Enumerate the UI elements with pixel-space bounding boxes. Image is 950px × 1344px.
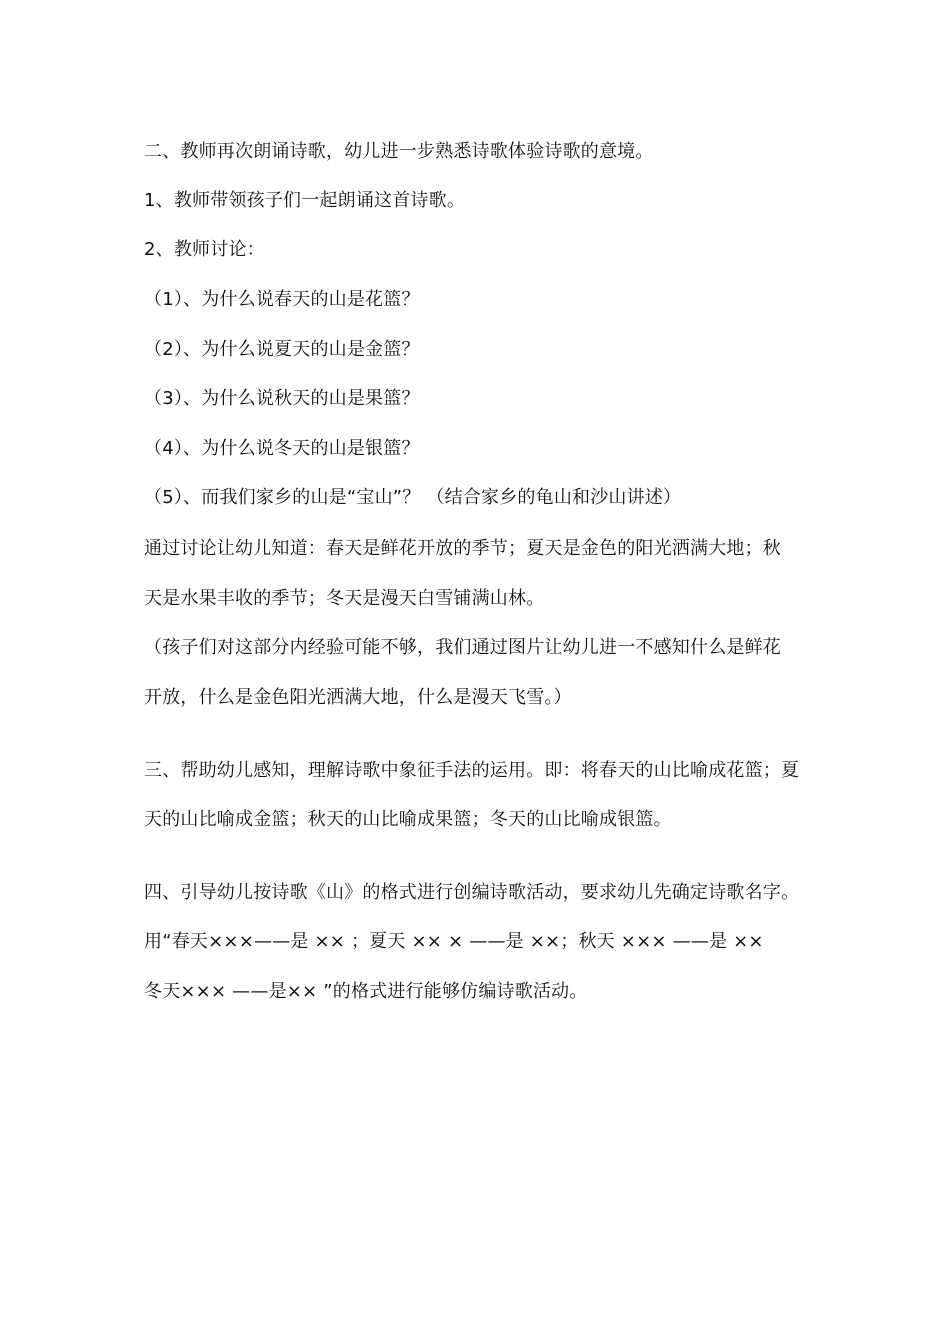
step-2-text: 2、教师讨论：: [144, 239, 265, 260]
section-three-line-2: 天的山比喻成金篮；秋天的山比喻成果篮；冬天的山比喻成银篮。: [144, 809, 672, 830]
question-4: （4）、为什么说冬天的山是银篮？: [144, 438, 420, 459]
section-two-heading: 二、教师再次朗诵诗歌，幼儿进一步熟悉诗歌体验诗歌的意境。: [144, 141, 654, 162]
discussion-summary-line-1: 通过讨论让幼儿知道：春天是鲜花开放的季节；夏天是金色的阳光洒满大地；秋: [144, 538, 781, 559]
question-3: （3）、为什么说秋天的山是果篮？: [144, 388, 420, 409]
question-1: （1）、为什么说春天的山是花篮？: [144, 289, 420, 310]
question-5: （5）、而我们家乡的山是“宝山”？ （结合家乡的龟山和沙山讲述）: [144, 487, 682, 508]
section-four-line-2: 用“春天×××——是 ×× ；夏天 ×× × ——是 ××；秋天 ××× ——是 ××: [144, 931, 764, 952]
question-2: （2）、为什么说夏天的山是金篮？: [144, 339, 420, 360]
note-line-2: 开放，什么是金色阳光洒满大地，什么是漫天飞雪。）: [144, 687, 572, 708]
discussion-summary-line-2: 天是水果丰收的季节；冬天是漫天白雪铺满山林。: [144, 588, 545, 609]
section-four-line-1: 四、引导幼儿按诗歌《山》的格式进行创编诗歌活动，要求幼儿先确定诗歌名字。: [144, 882, 800, 903]
section-four-line-3: 冬天××× ——是×× ”的格式进行能够仿编诗歌活动。: [144, 981, 588, 1002]
section-three-line-1: 三、帮助幼儿感知，理解诗歌中象征手法的运用。即：将春天的山比喻成花篮；夏: [144, 760, 800, 781]
step-1-text: 1、教师带领孩子们一起朗诵这首诗歌。: [144, 190, 466, 211]
note-line-1: （孩子们对这部分内经验可能不够，我们通过图片让幼儿进一不感知什么是鲜花: [144, 637, 781, 658]
